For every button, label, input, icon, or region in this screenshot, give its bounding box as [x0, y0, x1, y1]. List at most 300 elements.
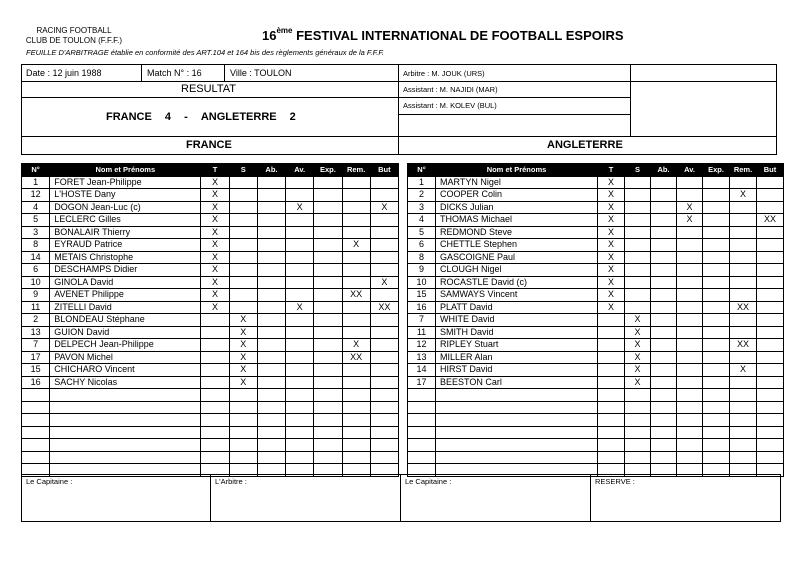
stat-cell-t [598, 439, 625, 452]
stat-cell-rem [730, 239, 757, 252]
stat-cell-but [757, 264, 784, 277]
stat-cell-t [598, 451, 625, 464]
stat-cell-av [286, 364, 314, 377]
table-row [22, 276, 399, 289]
stat-cell-but [757, 276, 784, 289]
stat-cell-s: X [625, 314, 651, 327]
stat-cell-s [229, 276, 257, 289]
stat-cell-ab [651, 226, 677, 239]
stat-cell-t [201, 389, 229, 402]
stat-cell-av [677, 426, 703, 439]
stat-cell-rem [730, 264, 757, 277]
away-captain-label: Le Capitaine : [405, 477, 452, 486]
stat-cell-ab [257, 314, 285, 327]
stat-cell-but [757, 176, 784, 189]
stat-cell-exp [703, 339, 730, 352]
player-number-cell [22, 389, 50, 402]
stat-cell-but [370, 401, 398, 414]
table-row [408, 414, 784, 427]
stat-cell-s [229, 201, 257, 214]
stat-cell-exp [703, 401, 730, 414]
stat-cell-ab [257, 214, 285, 227]
stat-cell-ab [257, 239, 285, 252]
away-team-name: ANGLETERRE [200, 111, 277, 123]
player-name-cell: FORET Jean-Philippe [50, 176, 201, 189]
stat-cell-ab [257, 376, 285, 389]
stat-cell-exp [314, 264, 342, 277]
stat-cell-rem [730, 251, 757, 264]
stat-cell-but: X [370, 276, 398, 289]
stat-cell-but [370, 251, 398, 264]
stat-cell-ab [257, 401, 285, 414]
stat-cell-rem [342, 326, 370, 339]
stat-cell-av [677, 239, 703, 252]
stat-cell-exp [314, 276, 342, 289]
stat-cell-t [201, 451, 229, 464]
stat-cell-rem [730, 376, 757, 389]
table-row [22, 251, 399, 264]
column-header: Ab. [651, 164, 677, 177]
stat-cell-exp [314, 251, 342, 264]
player-number-cell [22, 401, 50, 414]
player-number-cell: 12 [408, 339, 436, 352]
stat-cell-exp [314, 414, 342, 427]
table-row [408, 276, 784, 289]
player-number-cell: 16 [408, 301, 436, 314]
result-label: RESULTAT [181, 83, 237, 95]
stat-cell-but [370, 239, 398, 252]
player-name-cell: EYRAUD Patrice [50, 239, 201, 252]
player-name-cell [50, 426, 201, 439]
player-name-cell [436, 414, 598, 427]
stat-cell-s [229, 264, 257, 277]
table-row [408, 314, 784, 327]
stat-cell-rem [342, 451, 370, 464]
reserve-box [590, 474, 781, 522]
stat-cell-s [625, 401, 651, 414]
stat-cell-rem [730, 289, 757, 302]
player-name-cell [436, 389, 598, 402]
stat-cell-av [677, 376, 703, 389]
player-number-cell: 14 [22, 251, 50, 264]
stat-cell-rem: XX [730, 301, 757, 314]
column-header: Nom et Prénoms [436, 164, 598, 177]
stat-cell-s [229, 176, 257, 189]
stat-cell-ab [651, 376, 677, 389]
player-number-cell [22, 439, 50, 452]
referee-label: L'Arbitre : [215, 477, 247, 486]
player-name-cell [50, 414, 201, 427]
stat-cell-av [677, 251, 703, 264]
stat-cell-but [370, 264, 398, 277]
player-name-cell: DELPECH Jean-Philippe [50, 339, 201, 352]
player-name-cell: GASCOIGNE Paul [436, 251, 598, 264]
stat-cell-t: X [201, 226, 229, 239]
stat-cell-av [677, 339, 703, 352]
stat-cell-t: X [201, 289, 229, 302]
stat-cell-av [677, 289, 703, 302]
player-number-cell: 14 [408, 364, 436, 377]
player-number-cell [408, 451, 436, 464]
stat-cell-exp [314, 389, 342, 402]
stat-cell-rem [342, 226, 370, 239]
title-text: FESTIVAL INTERNATIONAL DE FOOTBALL ESPOIRS [296, 28, 624, 43]
stat-cell-t [201, 326, 229, 339]
stat-cell-ab [257, 201, 285, 214]
stat-cell-av [677, 389, 703, 402]
stat-cell-ab [257, 339, 285, 352]
page-title [262, 26, 624, 43]
player-number-cell: 8 [408, 251, 436, 264]
stat-cell-ab [257, 276, 285, 289]
stat-cell-exp [314, 314, 342, 327]
stat-cell-t [201, 339, 229, 352]
stat-cell-s [229, 439, 257, 452]
player-name-cell: METAIS Christophe [50, 251, 201, 264]
stat-cell-but [757, 439, 784, 452]
column-header: Exp. [703, 164, 730, 177]
stat-cell-exp [314, 426, 342, 439]
column-header: But [757, 164, 784, 177]
stat-cell-ab [257, 264, 285, 277]
stat-cell-ab [651, 426, 677, 439]
stat-cell-av [677, 364, 703, 377]
stat-cell-ab [651, 176, 677, 189]
player-number-cell [22, 426, 50, 439]
player-number-cell: 6 [408, 239, 436, 252]
player-number-cell: 13 [22, 326, 50, 339]
player-name-cell: CHETTLE Stephen [436, 239, 598, 252]
player-name-cell: L'HOSTE Dany [50, 189, 201, 202]
column-header: T [201, 164, 229, 177]
match-city: Ville : TOULON [230, 68, 292, 78]
stat-cell-s [625, 276, 651, 289]
stat-cell-but [757, 426, 784, 439]
stat-cell-rem [730, 176, 757, 189]
stat-cell-av: X [677, 214, 703, 227]
stat-cell-t [201, 364, 229, 377]
player-number-cell: 17 [22, 351, 50, 364]
player-number-cell: 6 [22, 264, 50, 277]
stat-cell-rem [730, 426, 757, 439]
stat-cell-but [757, 451, 784, 464]
stat-cell-av [286, 276, 314, 289]
column-header: N° [408, 164, 436, 177]
table-row [408, 226, 784, 239]
stat-cell-av [677, 276, 703, 289]
stat-cell-ab [651, 364, 677, 377]
stat-cell-s [625, 226, 651, 239]
organizer-line-1: RACING FOOTBALL [36, 26, 112, 35]
stat-cell-av [286, 439, 314, 452]
stat-cell-s [625, 239, 651, 252]
stat-cell-rem [730, 414, 757, 427]
player-name-cell [50, 439, 201, 452]
stat-cell-ab [257, 301, 285, 314]
player-name-cell: CLOUGH Nigel [436, 264, 598, 277]
player-number-cell [408, 401, 436, 414]
stat-cell-s [625, 451, 651, 464]
player-number-cell: 16 [22, 376, 50, 389]
stat-cell-ab [651, 201, 677, 214]
table-row [22, 264, 399, 277]
stat-cell-exp [703, 326, 730, 339]
stat-cell-ab [651, 451, 677, 464]
stat-cell-exp [314, 201, 342, 214]
stat-cell-rem [730, 351, 757, 364]
stat-cell-exp [703, 226, 730, 239]
stat-cell-av: X [677, 201, 703, 214]
stat-cell-rem [342, 176, 370, 189]
player-name-cell: COOPER Colin [436, 189, 598, 202]
stat-cell-rem: XX [342, 351, 370, 364]
stat-cell-ab [651, 301, 677, 314]
stat-cell-rem [730, 314, 757, 327]
stat-cell-s [625, 439, 651, 452]
stat-cell-av [677, 351, 703, 364]
stat-cell-exp [703, 264, 730, 277]
stat-cell-t [201, 376, 229, 389]
stat-cell-rem [730, 326, 757, 339]
stat-cell-ab [257, 351, 285, 364]
stat-cell-ab [257, 176, 285, 189]
stat-cell-rem [342, 426, 370, 439]
stat-cell-exp [703, 451, 730, 464]
stat-cell-s [625, 214, 651, 227]
stat-cell-exp [314, 339, 342, 352]
player-name-cell: MARTYN Nigel [436, 176, 598, 189]
stat-cell-t: X [598, 276, 625, 289]
stat-cell-ab [257, 226, 285, 239]
stat-cell-s [229, 389, 257, 402]
home-team-heading: FRANCE [186, 139, 232, 151]
player-number-cell: 3 [408, 201, 436, 214]
france-lineup-table [21, 163, 399, 477]
stat-cell-but [370, 214, 398, 227]
stat-cell-t: X [201, 301, 229, 314]
player-name-cell [50, 401, 201, 414]
stat-cell-ab [257, 426, 285, 439]
stat-cell-ab [257, 439, 285, 452]
stat-cell-av [286, 314, 314, 327]
stat-cell-s [229, 239, 257, 252]
player-name-cell: PAVON Michel [50, 351, 201, 364]
table-row [408, 301, 784, 314]
stat-cell-av [286, 339, 314, 352]
stat-cell-av [286, 351, 314, 364]
stat-cell-av [677, 301, 703, 314]
stat-cell-t: X [201, 189, 229, 202]
stat-cell-but [370, 226, 398, 239]
stat-cell-s [229, 451, 257, 464]
player-number-cell: 12 [22, 189, 50, 202]
stat-cell-but [757, 251, 784, 264]
table-row [408, 264, 784, 277]
stat-cell-ab [651, 314, 677, 327]
player-name-cell: BONALAIR Thierry [50, 226, 201, 239]
stat-cell-av [286, 451, 314, 464]
stat-cell-rem [342, 414, 370, 427]
stat-cell-s: X [625, 351, 651, 364]
stat-cell-ab [651, 414, 677, 427]
stat-cell-rem [342, 189, 370, 202]
stat-cell-s: X [229, 326, 257, 339]
player-name-cell [436, 439, 598, 452]
stat-cell-s [625, 176, 651, 189]
table-row [22, 351, 399, 364]
player-number-cell: 2 [408, 189, 436, 202]
stat-cell-rem: X [342, 339, 370, 352]
column-header: Exp. [314, 164, 342, 177]
stat-cell-ab [651, 439, 677, 452]
stat-cell-s [229, 401, 257, 414]
player-number-cell: 4 [408, 214, 436, 227]
stat-cell-rem [342, 201, 370, 214]
stat-cell-exp [314, 214, 342, 227]
organizer-line-2: CLUB DE TOULON (F.F.F.) [25, 36, 123, 45]
stat-cell-av [677, 189, 703, 202]
away-score: 2 [289, 111, 296, 123]
stat-cell-rem [342, 314, 370, 327]
stat-cell-t [598, 314, 625, 327]
table-row [22, 226, 399, 239]
player-number-cell: 5 [408, 226, 436, 239]
home-captain-label: Le Capitaine : [26, 477, 73, 486]
stat-cell-t: X [598, 226, 625, 239]
player-name-cell: GUION David [50, 326, 201, 339]
stat-cell-rem [342, 439, 370, 452]
stat-cell-t [201, 426, 229, 439]
column-header: N° [22, 164, 50, 177]
stat-cell-but [757, 314, 784, 327]
regulation-note: FEUILLE D'ARBITRAGE établie en conformité des ART.104 et 164 bis des règlements généraux de la F.F.F. [26, 48, 385, 57]
title-number: 16 [262, 28, 277, 43]
stat-cell-t: X [201, 251, 229, 264]
stat-cell-but [757, 239, 784, 252]
stat-cell-t [598, 326, 625, 339]
stat-cell-av [677, 401, 703, 414]
player-number-cell: 7 [408, 314, 436, 327]
player-name-cell: ZITELLI David [50, 301, 201, 314]
stat-cell-ab [257, 389, 285, 402]
stat-cell-s [625, 251, 651, 264]
stat-cell-t: X [598, 264, 625, 277]
stat-cell-s [229, 214, 257, 227]
stat-cell-t: X [201, 176, 229, 189]
stat-cell-exp [703, 351, 730, 364]
organizer-block [14, 26, 134, 46]
table-row [22, 176, 399, 189]
player-name-cell: PLATT David [436, 301, 598, 314]
stat-cell-t [598, 339, 625, 352]
player-name-cell: AVENET Philippe [50, 289, 201, 302]
table-row [408, 339, 784, 352]
home-score: 4 [164, 111, 172, 123]
stat-cell-exp [314, 451, 342, 464]
stat-cell-av: X [286, 301, 314, 314]
stat-cell-exp [314, 376, 342, 389]
table-row [408, 176, 784, 189]
stat-cell-but [370, 314, 398, 327]
table-row [408, 239, 784, 252]
match-date: Date : 12 juin 1988 [26, 68, 102, 78]
away-captain-signature-box [400, 474, 591, 522]
stat-cell-t [598, 364, 625, 377]
table-row [22, 214, 399, 227]
stat-cell-t: X [598, 251, 625, 264]
table-row [408, 289, 784, 302]
stat-cell-ab [651, 326, 677, 339]
player-name-cell: MILLER Alan [436, 351, 598, 364]
player-number-cell: 3 [22, 226, 50, 239]
stat-cell-s: X [625, 339, 651, 352]
table-row [22, 451, 399, 464]
stat-cell-av [286, 226, 314, 239]
table-row [22, 339, 399, 352]
stat-cell-av [286, 176, 314, 189]
stat-cell-av: X [286, 201, 314, 214]
stat-cell-s: X [229, 339, 257, 352]
column-header: Av. [677, 164, 703, 177]
match-info-frame [21, 64, 777, 155]
stat-cell-exp [314, 301, 342, 314]
player-number-cell: 10 [408, 276, 436, 289]
stat-cell-s [229, 226, 257, 239]
stat-cell-t [598, 426, 625, 439]
stat-cell-but [757, 339, 784, 352]
stat-cell-ab [257, 251, 285, 264]
table-row [22, 239, 399, 252]
stat-cell-rem [342, 376, 370, 389]
player-number-cell: 1 [408, 176, 436, 189]
player-number-cell: 1 [22, 176, 50, 189]
stat-cell-ab [257, 451, 285, 464]
stat-cell-s [625, 389, 651, 402]
stat-cell-av [286, 389, 314, 402]
stat-cell-exp [703, 189, 730, 202]
table-row [408, 201, 784, 214]
stat-cell-s: X [625, 364, 651, 377]
player-number-cell: 15 [408, 289, 436, 302]
stat-cell-rem [342, 276, 370, 289]
stat-cell-av [677, 414, 703, 427]
table-row [22, 364, 399, 377]
away-team-heading: ANGLETERRE [547, 139, 623, 151]
player-name-cell: RIPLEY Stuart [436, 339, 598, 352]
table-row [408, 214, 784, 227]
stat-cell-but [757, 376, 784, 389]
player-number-cell: 4 [22, 201, 50, 214]
stat-cell-exp [314, 239, 342, 252]
stat-cell-exp [703, 414, 730, 427]
stat-cell-t [201, 439, 229, 452]
player-number-cell: 9 [408, 264, 436, 277]
home-team-name: FRANCE [106, 111, 152, 123]
stat-cell-ab [651, 401, 677, 414]
stat-cell-ab [257, 414, 285, 427]
table-row [22, 289, 399, 302]
stat-cell-exp [703, 214, 730, 227]
player-number-cell [408, 439, 436, 452]
stat-cell-exp [703, 301, 730, 314]
stat-cell-ab [651, 264, 677, 277]
stat-cell-but [757, 189, 784, 202]
player-name-cell: REDMOND Steve [436, 226, 598, 239]
stat-cell-av [677, 451, 703, 464]
column-header: S [229, 164, 257, 177]
player-name-cell: LECLERC Gilles [50, 214, 201, 227]
stat-cell-av [286, 401, 314, 414]
